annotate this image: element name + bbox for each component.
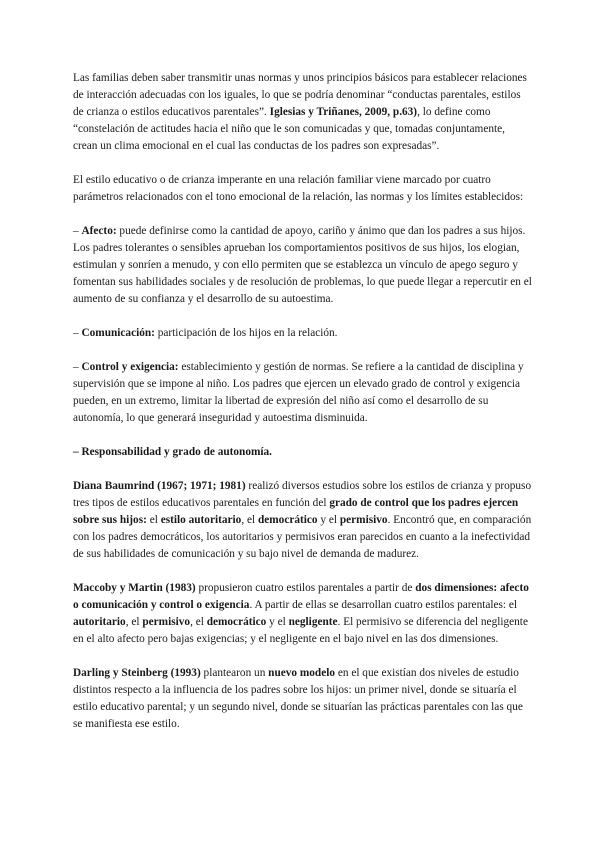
citation-baumrind: Diana Baumrind (1967; 1971; 1981) [73,480,246,492]
maccoby-text-1: propusieron cuatro estilos parentales a partir de [195,582,416,594]
baumrind-text-5: . Encontró que, en comparación con los padres democráticos, los autoritarios y permisivos eran parecidos en cuanto a la inefectividad de sus habilidades de comunicación y su bajo nivel de demanda de madurez. [73,514,532,560]
maccoby-negligente: negligente [288,616,338,628]
citation-darling: Darling y Steinberg (1993) [73,667,201,679]
paragraph-baumrind [73,478,532,563]
paragraph-parametros [73,172,532,206]
intro-text-2: , lo define como “constelación de actitudes hacia el niño que le son comunicadas y que, tomadas conjuntamente, crean un clima emocional en el cual las conductas de los padres son expresadas”. [73,106,505,152]
paragraph-intro [73,70,532,155]
maccoby-dimensiones: dos dimensiones: afecto o comunicación y control o exigencia [73,582,529,611]
maccoby-text-3: , el [125,616,143,628]
baumrind-text-3: , el [241,514,258,526]
baumrind-text-1: realizó diversos estudios sobre los estilos de crianza y propuso tres tipos de estilos educativos parentales en función del [73,480,532,509]
control-text: establecimiento y gestión de normas. Se refiere a la cantidad de disciplina y supervisión que se impone al niño. Los padres que ejercen un elevado grado de control y exigencia pueden, en un extremo, limitar la libertad de expresión del niño así como el desarrollo de su autonomía, lo que generará inseguridad y autoestima disminuida. [73,361,524,424]
citation-iglesias: Iglesias y Triñanes, 2009, p.63) [269,106,418,118]
maccoby-text-4: , el [190,616,207,628]
maccoby-autoritario: autoritario [73,616,126,628]
darling-text-2: en el que existían dos niveles de estudio distintos respecto a la influencia de los padres sobre los hijos: un primer nivel, donde se situaría el estilo educativo parental; y un segundo nivel, donde se situarían las prácticas parentales con las que se manifiesta ese estilo. [73,667,523,730]
maccoby-text-6: . El permisivo se diferencia del negligente en el alto afecto pero bajas exigencias; y el negligente en el bajo nivel en las dos dimensiones. [73,616,528,645]
paragraph-maccoby [73,580,532,648]
baumrind-democratico: democrático [257,514,318,526]
baumrind-grado-control: grado de control que los padres ejercen sobre sus hijos: [73,497,519,526]
darling-text-1: plantearon un [200,667,269,679]
responsabilidad-term: – Responsabilidad y grado de autonomía. [73,446,272,458]
paragraph-darling [73,665,532,733]
intro-text-1: Las familias deben saber transmitir unas normas y unos principios básicos para establecer relaciones de interacción adecuadas con los iguales, lo que se podría denominar “conductas parentales, estilos de crianza o estilos educativos parentales”. [73,72,527,118]
paragraph-responsabilidad [73,444,532,461]
afecto-term: Afecto: [81,225,117,237]
comunicacion-text: participación de los hijos en la relación. [154,327,338,339]
baumrind-permisivo: permisivo [339,514,388,526]
paragraph-control [73,359,532,427]
afecto-dash: – [73,225,82,237]
afecto-text: puede definirse como la cantidad de apoyo, cariño y ánimo que dan los padres a sus hijos. Los padres tolerantes o sensibles aprueban los comportamientos positivos de sus hijos, los elogian, estimulan y sonríen a menudo, y con ello permiten que se establezca un vínculo de apego seguro y fomentan sus habilidades sociales y de resolución de problemas, lo que puede llegar a repercutir en el aumento de su confianza y el desarrollo de su autoestima. [73,225,532,305]
paragraph-afecto [73,223,532,308]
baumrind-text-4: y el [317,514,340,526]
maccoby-text-5: y el [266,616,289,628]
control-dash: – [73,361,82,373]
maccoby-permisivo: permisivo [142,616,191,628]
control-term: Control y exigencia: [81,361,179,373]
maccoby-text-2: . A partir de ellas se desarrollan cuatro estilos parentales: el [249,599,518,611]
darling-nuevo-modelo: nuevo modelo [268,667,336,679]
parametros-text: El estilo educativo o de crianza imperante en una relación familiar viene marcado por cuatro parámetros relacionados con el tono emocional de la relación, las normas y los límites establecidos: [73,174,524,203]
paragraph-comunicacion [73,325,532,342]
citation-maccoby: Maccoby y Martin (1983) [73,582,196,594]
comunicacion-term: Comunicación: [81,327,155,339]
maccoby-democratico: democrático [206,616,267,628]
comunicacion-dash: – [73,327,82,339]
baumrind-estilo-autoritario: estilo autoritario [160,514,242,526]
baumrind-text-2: el [146,514,161,526]
